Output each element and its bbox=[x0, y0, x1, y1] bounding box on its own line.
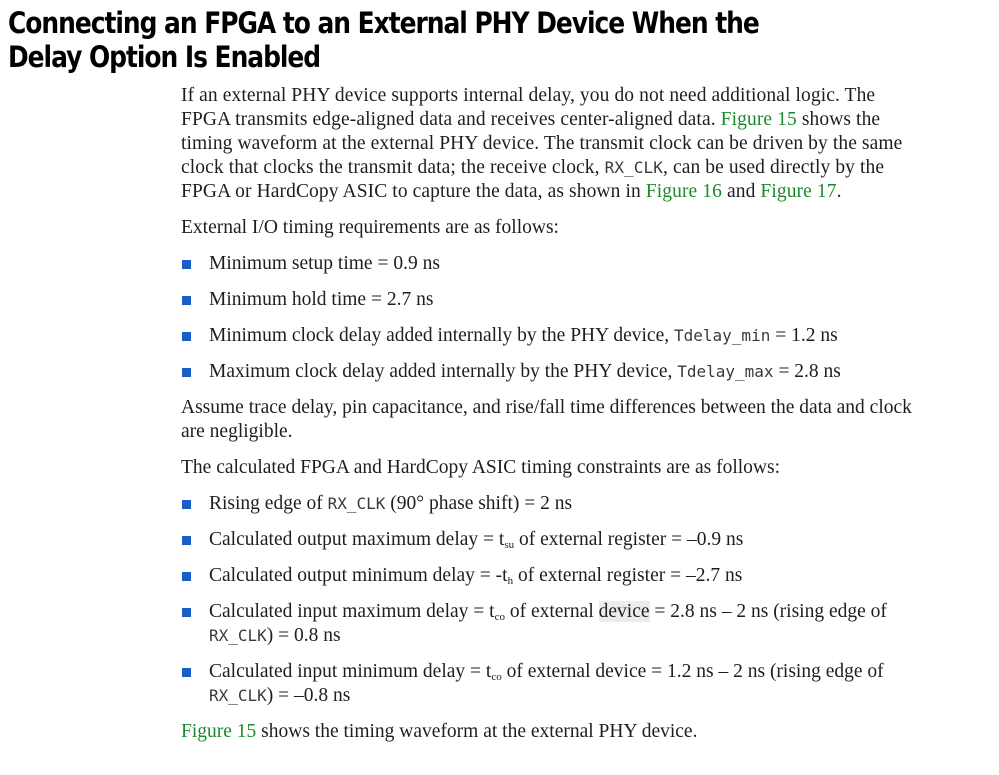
list-item bbox=[181, 288, 921, 312]
subscript: co bbox=[491, 671, 502, 683]
list-item-text: ) = 0.8 ns bbox=[266, 625, 341, 646]
list-item bbox=[181, 492, 921, 516]
list-item bbox=[181, 660, 921, 708]
intro-text-5: . bbox=[836, 181, 842, 202]
list-item-text: Minimum setup time = 0.9 ns bbox=[209, 253, 440, 274]
bullet-icon bbox=[182, 260, 191, 269]
list-item-text: of external register = –2.7 ns bbox=[513, 565, 743, 586]
list-item-text: = 2.8 ns bbox=[773, 361, 841, 382]
list-item-text: Maximum clock delay added internally by the PHY device, bbox=[209, 361, 678, 382]
io-requirements-list bbox=[181, 252, 921, 384]
subscript: co bbox=[494, 611, 505, 623]
bullet-icon bbox=[182, 332, 191, 341]
list-item-text: = 2.8 ns – 2 ns (rising edge of bbox=[649, 601, 887, 622]
rx-clk-code: RX_CLK bbox=[209, 686, 267, 705]
timing-constraints-list bbox=[181, 492, 921, 708]
list-item bbox=[181, 360, 921, 384]
tdelay-min-code: Tdelay_min bbox=[674, 326, 771, 345]
list-item-text: Calculated input maximum delay = t bbox=[209, 601, 495, 622]
rx-clk-code: RX_CLK bbox=[604, 158, 663, 177]
intro-text-3: , can be used directly by the FPGA or HardCopy ASIC to capture the data, as shown in bbox=[181, 157, 885, 202]
list-item-text: Minimum clock delay added internally by the PHY device, bbox=[209, 325, 674, 346]
list-item-text: = 1.2 ns bbox=[770, 325, 838, 346]
list-item bbox=[181, 564, 921, 588]
intro-text-4: and bbox=[721, 181, 761, 202]
body-content bbox=[181, 84, 921, 756]
bullet-icon bbox=[182, 608, 191, 617]
figure-15-link[interactable]: Figure 15 bbox=[720, 109, 797, 130]
list-item bbox=[181, 528, 921, 552]
figure-15-link[interactable]: Figure 15 bbox=[181, 721, 257, 742]
list-item bbox=[181, 252, 921, 276]
list-item-text: Calculated input minimum delay = t bbox=[209, 661, 492, 682]
list-item-text: of external device = 1.2 ns – 2 ns (rising edge of bbox=[501, 661, 884, 682]
closing-paragraph bbox=[181, 720, 921, 744]
rx-clk-code: RX_CLK bbox=[209, 626, 267, 645]
list-item-text: ) = –0.8 ns bbox=[266, 685, 351, 706]
bullet-icon bbox=[182, 572, 191, 581]
figure-16-link[interactable]: Figure 16 bbox=[645, 181, 722, 202]
bullet-icon bbox=[182, 536, 191, 545]
list-item-text: Minimum hold time = 2.7 ns bbox=[209, 289, 434, 310]
list-item bbox=[181, 600, 921, 648]
rx-clk-code: RX_CLK bbox=[327, 494, 386, 513]
bullet-icon bbox=[182, 668, 191, 677]
assumption-paragraph: Assume trace delay, pin capacitance, and rise/fall time differences between the data and clock are negligible. bbox=[181, 397, 912, 442]
intro-paragraph bbox=[181, 84, 921, 204]
bullet-icon bbox=[182, 500, 191, 509]
subscript: h bbox=[507, 575, 514, 587]
list-item-text: Calculated output minimum delay = -t bbox=[209, 565, 508, 586]
constraints-intro: The calculated FPGA and HardCopy ASIC timing constraints are as follows: bbox=[181, 457, 780, 478]
tdelay-max-code: Tdelay_max bbox=[677, 362, 774, 381]
io-requirements-intro: External I/O timing requirements are as follows: bbox=[181, 217, 559, 238]
list-item-text: (90° phase shift) = 2 ns bbox=[385, 493, 573, 514]
list-item-text: of external register = –0.9 ns bbox=[514, 529, 744, 550]
bullet-icon bbox=[182, 368, 191, 377]
section-heading: Connecting an FPGA to an External PHY Device When the Delay Option Is Enabled bbox=[8, 6, 759, 74]
figure-17-link[interactable]: Figure 17 bbox=[760, 181, 837, 202]
highlighted-word: device bbox=[598, 601, 650, 622]
bullet-icon bbox=[182, 296, 191, 305]
list-item-text: Calculated output maximum delay = t bbox=[209, 529, 505, 550]
list-item-text: Rising edge of bbox=[209, 493, 328, 514]
intro-text-2: shows the timing waveform at the external PHY device. The transmit clock can be driven by the same clock that clocks the transmit data; the receive clock, bbox=[181, 109, 903, 178]
list-item bbox=[181, 324, 921, 348]
intro-text-1: If an external PHY device supports internal delay, you do not need additional logic. The FPGA transmits edge-aligned data and receives center-aligned data. bbox=[181, 85, 876, 130]
list-item-text: of external bbox=[504, 601, 599, 622]
subscript: su bbox=[504, 539, 515, 551]
closing-text: shows the timing waveform at the external PHY device. bbox=[256, 721, 698, 742]
